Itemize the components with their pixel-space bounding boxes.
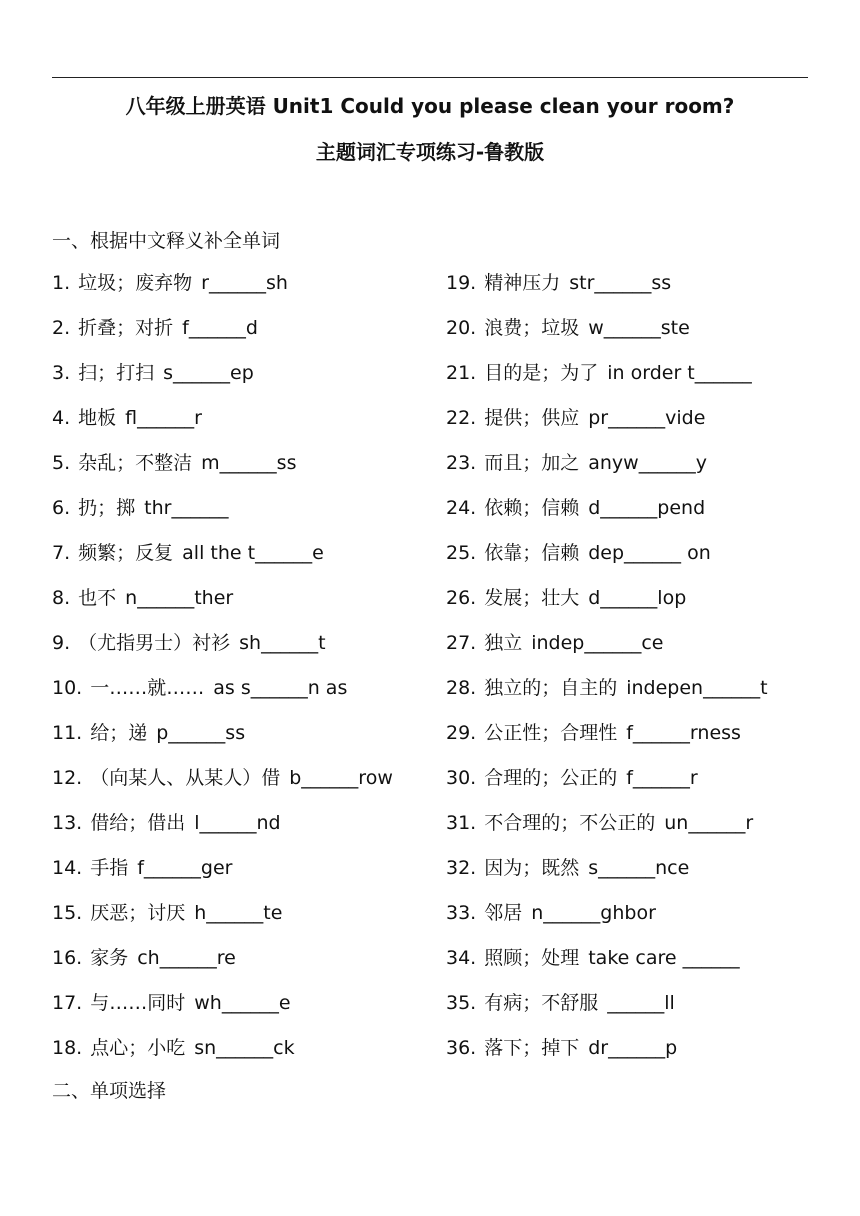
vocab-item [52, 450, 393, 495]
vocab-item [52, 630, 393, 675]
item-english-blank[interactable]: dr______p [588, 1037, 678, 1059]
item-english-blank[interactable]: ch______re [137, 947, 236, 969]
item-number: 11. [52, 722, 83, 744]
item-english-blank[interactable]: n______ghbor [531, 902, 656, 924]
item-english-blank[interactable]: take care ______ [588, 947, 740, 969]
item-english-blank[interactable]: f______d [182, 317, 258, 339]
item-number: 26. [446, 587, 477, 609]
vocab-item [52, 405, 393, 450]
vocab-item [52, 855, 393, 900]
item-chinese: 有病；不舒服 [484, 992, 599, 1014]
item-english-blank[interactable]: s______ep [163, 362, 254, 384]
item-chinese: 依赖；信赖 [484, 497, 580, 519]
item-chinese: 扔；掷 [78, 497, 136, 519]
vocab-item [52, 585, 393, 630]
item-english-blank[interactable]: p______ss [156, 722, 246, 744]
item-english-blank[interactable]: m______ss [201, 452, 297, 474]
vocab-item [446, 450, 768, 495]
item-number: 28. [446, 677, 477, 699]
item-chinese: 给；递 [90, 722, 148, 744]
vocab-item [446, 810, 768, 855]
item-english-blank[interactable]: fl______r [125, 407, 202, 429]
page-title: 八年级上册英语 Unit1 Could you please clean your room? [125, 94, 735, 118]
item-chinese: 厌恶；讨厌 [90, 902, 186, 924]
vocab-item [446, 585, 768, 630]
item-chinese: 照顾；处理 [484, 947, 580, 969]
vocab-item [446, 315, 768, 360]
item-number: 21. [446, 362, 477, 384]
item-number: 22. [446, 407, 477, 429]
item-english-blank[interactable]: f______ger [137, 857, 233, 879]
vocab-item [52, 720, 393, 765]
item-chinese: 地板 [78, 407, 117, 429]
item-chinese: 杂乱；不整洁 [78, 452, 193, 474]
section-heading-fill-in: 一、根据中文释义补全单词 [52, 230, 281, 252]
vocab-item [446, 900, 768, 945]
item-chinese: 提供；供应 [484, 407, 580, 429]
item-chinese: 借给；借出 [90, 812, 186, 834]
item-chinese: 精神压力 [484, 272, 561, 294]
item-english-blank[interactable]: thr______ [144, 497, 229, 519]
vocab-item [446, 675, 768, 720]
vocab-item [446, 945, 768, 990]
vocab-item [52, 495, 393, 540]
item-english-blank[interactable]: n______ther [125, 587, 234, 609]
item-number: 1. [52, 272, 71, 294]
item-number: 7. [52, 542, 71, 564]
item-number: 17. [52, 992, 83, 1014]
vocab-item [446, 1035, 768, 1080]
item-chinese: 点心；小吃 [90, 1037, 186, 1059]
item-number: 16. [52, 947, 83, 969]
item-english-blank[interactable]: as s______n as [213, 677, 348, 699]
item-chinese: 而且；加之 [484, 452, 580, 474]
item-number: 34. [446, 947, 477, 969]
item-chinese: （向某人、从某人）借 [90, 767, 281, 789]
vocab-item [446, 360, 768, 405]
item-chinese: 与……同时 [90, 992, 186, 1014]
item-chinese: 发展；壮大 [484, 587, 580, 609]
item-english-blank[interactable]: f______r [626, 767, 698, 789]
vocab-item [52, 360, 393, 405]
vocab-item [52, 315, 393, 360]
item-number: 36. [446, 1037, 477, 1059]
item-number: 12. [52, 767, 83, 789]
item-english-blank[interactable]: s______nce [588, 857, 690, 879]
vocab-item [52, 540, 393, 585]
item-number: 13. [52, 812, 83, 834]
item-english-blank[interactable]: f______rness [626, 722, 741, 744]
item-chinese: 落下；掉下 [484, 1037, 580, 1059]
item-number: 4. [52, 407, 71, 429]
item-number: 3. [52, 362, 71, 384]
vocab-item [446, 720, 768, 765]
item-number: 5. [52, 452, 71, 474]
item-chinese: 扫；打扫 [78, 362, 155, 384]
item-number: 30. [446, 767, 477, 789]
item-chinese: 也不 [78, 587, 117, 609]
item-english-blank[interactable]: indep______ce [531, 632, 664, 654]
item-number: 31. [446, 812, 477, 834]
item-number: 33. [446, 902, 477, 924]
vocab-item [446, 270, 768, 315]
vocab-item [52, 945, 393, 990]
vocab-item [52, 810, 393, 855]
item-chinese: 浪费；垃圾 [484, 317, 580, 339]
item-chinese: 目的是；为了 [484, 362, 599, 384]
item-english-blank[interactable]: d______pend [588, 497, 706, 519]
item-number: 35. [446, 992, 477, 1014]
item-chinese: 邻居 [484, 902, 523, 924]
item-english-blank[interactable]: b______row [289, 767, 393, 789]
item-english-blank[interactable]: sh______t [239, 632, 326, 654]
item-english-blank[interactable]: r______sh [201, 272, 288, 294]
item-english-blank[interactable]: str______ss [569, 272, 672, 294]
item-number: 19. [446, 272, 477, 294]
item-english-blank[interactable]: sn______ck [194, 1037, 295, 1059]
item-english-blank[interactable]: all the t______e [182, 542, 324, 564]
item-number: 20. [446, 317, 477, 339]
vocab-item [446, 630, 768, 675]
item-chinese: 家务 [90, 947, 129, 969]
item-english-blank[interactable]: ______ll [607, 992, 675, 1014]
item-chinese: 公正性；合理性 [484, 722, 618, 744]
left-column [52, 270, 393, 1080]
item-number: 23. [446, 452, 477, 474]
header-rule [52, 77, 808, 78]
item-number: 8. [52, 587, 71, 609]
item-chinese: 因为；既然 [484, 857, 580, 879]
vocab-item [52, 900, 393, 945]
right-column [446, 270, 768, 1080]
vocab-item [52, 1035, 393, 1080]
item-english-blank[interactable]: dep______ on [588, 542, 711, 564]
vocab-item [52, 990, 393, 1035]
page-subtitle: 主题词汇专项练习-鲁教版 [315, 140, 545, 164]
vocab-item [446, 540, 768, 585]
vocab-item [52, 765, 393, 810]
item-number: 10. [52, 677, 83, 699]
item-english-blank[interactable]: wh______e [194, 992, 291, 1014]
item-chinese: 一……就…… [90, 677, 205, 699]
item-number: 9. [52, 632, 71, 654]
item-english-blank[interactable]: h______te [194, 902, 283, 924]
item-chinese: 垃圾；废弃物 [78, 272, 193, 294]
item-english-blank[interactable]: d______lop [588, 587, 687, 609]
vocab-item [52, 675, 393, 720]
item-number: 14. [52, 857, 83, 879]
item-number: 15. [52, 902, 83, 924]
item-chinese: （尤指男士）衬衫 [78, 632, 231, 654]
vocab-item [446, 495, 768, 540]
item-chinese: 独立 [484, 632, 523, 654]
item-number: 6. [52, 497, 71, 519]
item-number: 32. [446, 857, 477, 879]
section-heading-multiple-choice: 二、单项选择 [52, 1080, 167, 1102]
item-english-blank[interactable]: un______r [664, 812, 754, 834]
item-english-blank[interactable]: anyw______y [588, 452, 707, 474]
vocab-item [446, 855, 768, 900]
item-chinese: 不合理的；不公正的 [484, 812, 656, 834]
vocab-item [446, 765, 768, 810]
item-number: 24. [446, 497, 477, 519]
item-number: 25. [446, 542, 477, 564]
item-chinese: 依靠；信赖 [484, 542, 580, 564]
item-english-blank[interactable]: in order t______ [607, 362, 752, 384]
vocab-item [52, 270, 393, 315]
item-chinese: 手指 [90, 857, 129, 879]
item-number: 18. [52, 1037, 83, 1059]
item-chinese: 独立的；自主的 [484, 677, 618, 699]
vocab-item [446, 990, 768, 1035]
item-chinese: 合理的；公正的 [484, 767, 618, 789]
item-english-blank[interactable]: pr______vide [588, 407, 706, 429]
item-number: 27. [446, 632, 477, 654]
item-chinese: 折叠；对折 [78, 317, 174, 339]
item-chinese: 频繁；反复 [78, 542, 174, 564]
item-english-blank[interactable]: indepen______t [626, 677, 768, 699]
item-english-blank[interactable]: l______nd [194, 812, 281, 834]
item-number: 29. [446, 722, 477, 744]
item-number: 2. [52, 317, 71, 339]
vocab-item [446, 405, 768, 450]
item-english-blank[interactable]: w______ste [588, 317, 690, 339]
